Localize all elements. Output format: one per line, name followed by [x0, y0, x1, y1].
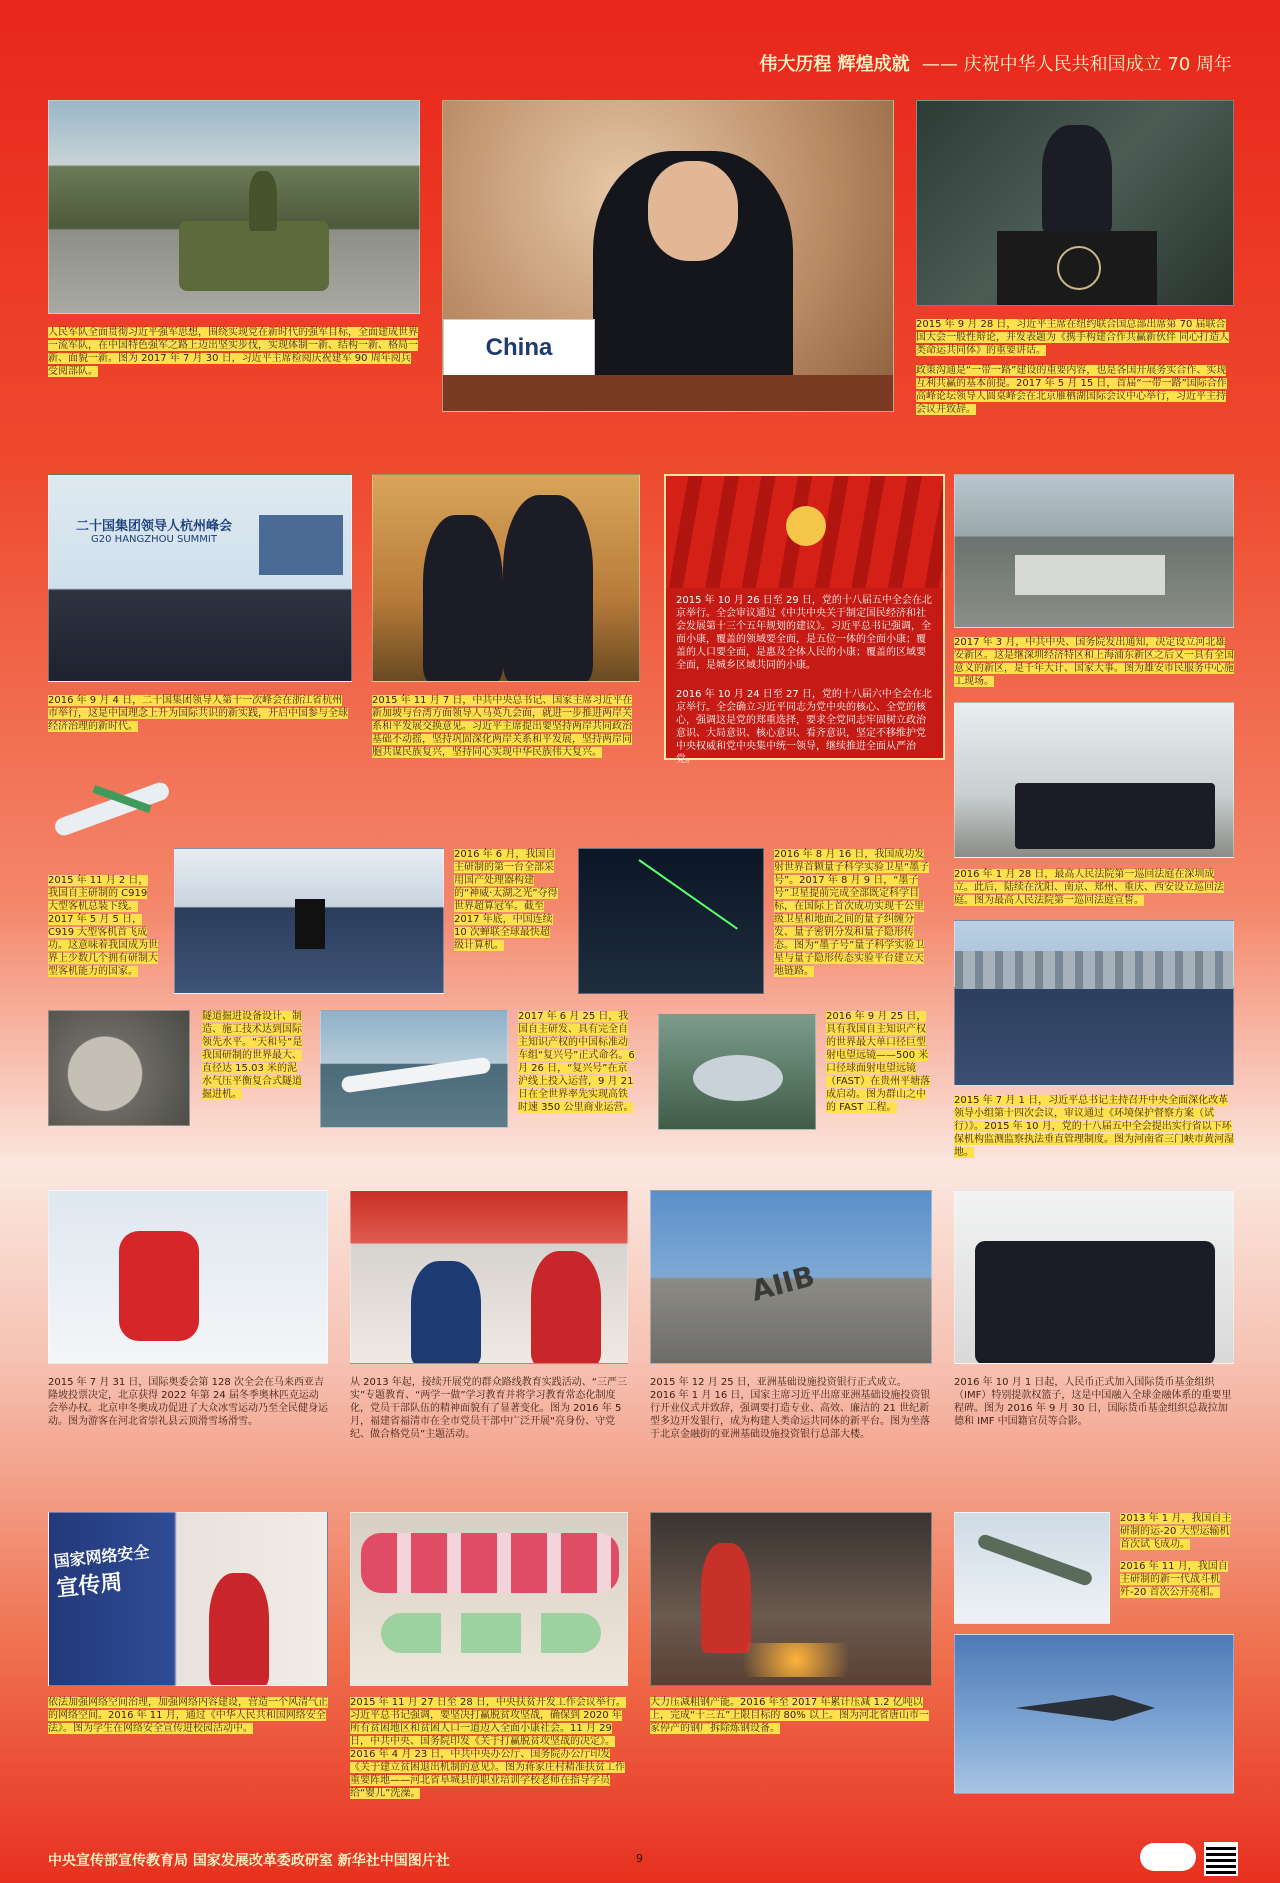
fast-telescope-photo — [658, 1014, 816, 1130]
supercomputer-photo — [174, 848, 444, 994]
un-speaker — [1042, 125, 1112, 235]
page-number: 9 — [636, 1852, 643, 1865]
fuxing-train-photo — [320, 1010, 508, 1128]
skyline — [955, 951, 1233, 989]
caption-poverty: 2015 年 11 月 27 日至 28 日，中央扶贫开发工作会议举行。习近平总书记强调，要坚决打赢脱贫攻坚战，确保到 2020 年所有贫困地区和贫困人口一道迈入全面小康社会。11 月 29 日，中共中央、国务院印发《关于打赢脱贫攻坚战的决定》。2016 年 4 月 23 日，中共中央办公厅、国务院办公厅印发《关于建立贫困退出机制的意见》。图为蒋家庄村精准扶贫工作重要阵地——河北省阜城县的职业培训学校老师在指导学员给“婴儿”洗澡。 — [350, 1697, 626, 1799]
cyber-banner-line1: 国家网络安全 — [52, 1542, 151, 1572]
circuit-court-photo — [954, 702, 1234, 858]
aiib-sign: AIIB — [747, 1259, 819, 1308]
caption-supercomputer: 2016 年 6 月，我国自主研制的第一台全部采用国产处理器构建的“神威·太湖之光”夺得世界超算冠军。截至 2017 年底，中国连续 10 次蝉联全球最快超级计算机。 — [454, 849, 558, 951]
tunnel-boring-photo — [48, 1010, 190, 1126]
speaker-face — [648, 161, 738, 261]
xiongan-photo — [954, 474, 1234, 628]
caption-fast: 2016 年 9 月 25 日，具有我国自主知识产权的世界最大单口径巨型射电望远镜——500 米口径球面射电望远镜（FAST）在贵州平塘落成启动。图为群山之中的 FAST 工程。 — [826, 1011, 931, 1113]
student-figure — [209, 1573, 269, 1686]
un-speech-photo — [916, 100, 1234, 306]
caption-sixth-plenum: 2016 年 10 月 24 日至 27 日，党的十八届六中全会在北京举行。全会确立习近平同志为党中央的核心、全党的核心，强调这是党的郑重选择，要求全党同志牢固树立政治意识、大局意识、核心意识、看齐意识，坚定不移维护党中央权威和党中央集中统一领导，继续推进全面从严治党。 — [676, 689, 932, 765]
laser-beam — [638, 859, 737, 929]
officer-figure — [411, 1261, 481, 1364]
y20-plane — [976, 1533, 1094, 1587]
caption-un: 2015 年 9 月 28 日，习近平主席在纽约联合国总部出席第 70 届联合国大会一般性辩论，并发表题为《携手构建合作共赢新伙伴 同心打造人类命运共同体》的重要讲话。 — [916, 319, 1230, 356]
j20-plane — [1015, 1695, 1155, 1721]
trainee-row — [361, 1533, 619, 1593]
desk — [443, 375, 893, 412]
nameplate-text: China — [485, 334, 553, 361]
woman-figure — [531, 1251, 601, 1364]
publisher-logo-icon — [1140, 1843, 1196, 1871]
c919-plane-icon — [32, 780, 192, 840]
g20-photo — [48, 474, 352, 682]
aiib-photo — [650, 1190, 932, 1364]
imf-group — [975, 1241, 1215, 1364]
header-title: 伟大历程 辉煌成就 — [759, 54, 910, 75]
skier — [119, 1231, 199, 1341]
sparks — [721, 1643, 871, 1677]
train-shape — [341, 1057, 492, 1094]
g20-screen — [259, 515, 343, 575]
g20-banner — [49, 495, 259, 585]
caption-wetland: 2015 年 7 月 1 日，习近平总书记主持召开中央全面深化改革领导小组第十四次会议，审议通过《环境保护督察方案（试行）》。2015 年 10 月，党的十八届五中全会提出实行省以下环保机构监测监察执法垂直管理制度。图为河南省三门峡市黄河湿地。 — [954, 1095, 1234, 1158]
g20-banner-title: 二十国集团领导人杭州峰会 — [75, 519, 232, 534]
caption-aiib: 2015 年 12 月 25 日，亚洲基础设施投资银行正式成立。2016 年 1 月 16 日，国家主席习近平出席亚洲基础设施投资银行开业仪式并致辞，强调要打造专业、高效、廉洁的 21 世纪新型多边开发银行，成为构建人类命运共同体的新平台。图为坐落于北京金融街的亚洲基础设施投资银行总部大楼。 — [650, 1377, 931, 1440]
nameplate — [443, 319, 595, 377]
caption-y20: 2013 年 1 月，我国自主研制的运-20 大型运输机首次试飞成功。 — [1120, 1513, 1232, 1550]
party-emblem-icon — [786, 506, 826, 546]
caption-cyber: 依法加强网络空间治理，加强网络内容建设，营造一个风清气正的网络空间。2016 年 11 月，通过《中华人民共和国网络安全法》。图为学生在网络安全宣传进校园活动中。 — [48, 1697, 328, 1734]
caption-belt-road: 政策沟通是“一带一路”建设的重要内容，也是各国开展务实合作、实现互利共赢的基本前提。2017 年 5 月 15 日，首届“一带一路”国际合作高峰论坛领导人圆桌峰会在北京雁栖湖国际会议中心举行，习近平主持会议并致辞。 — [916, 365, 1227, 415]
cyber-banner-line2: 宣传周 — [55, 1570, 124, 1602]
page-header — [759, 50, 1232, 76]
footer-publishers: 中央宣传部宣传教育局 国家发展改革委政研室 新华社中国图片社 — [48, 1853, 450, 1869]
caption-quantum: 2016 年 8 月 16 日，我国成功发射世界首颗量子科学实验卫星“墨子号”。2017 年 8 月 9 日，“墨子号”卫星提前完成全部既定科学目标，在国际上首次成功实现千公里级卫星和地面之间的量子纠缠分发、量子密钥分发和量子隐形传态。图为“墨子号”量子科学实验卫星与量子隐形传态实验平台建立天地链路。 — [774, 849, 930, 977]
right-figure — [503, 495, 593, 682]
jeep-shape — [179, 221, 329, 291]
left-figure — [423, 515, 503, 682]
worker-figure — [701, 1543, 751, 1653]
parade-photo — [48, 100, 420, 314]
header-subtitle: —— 庆祝中华人民共和国成立 70 周年 — [921, 54, 1232, 75]
party-education-photo — [350, 1190, 628, 1364]
caption-education: 从 2013 年起，接续开展党的群众路线教育实践活动、“三严三实”专题教育、“两学一做”学习教育并将学习教育常态化制度化，党员干部队伍的精神面貌有了显著变化。图为 2016 年 5 月，福建省福清市在全市党员干部中广泛开展“亮身份、守党纪、做合格党员”主题活动。 — [350, 1377, 627, 1440]
fast-dish — [693, 1055, 783, 1101]
caption-imf: 2016 年 10 月 1 日起，人民币正式加入国际货币基金组织（IMF）特别提款权篮子，这是中国融入全球金融体系的重要里程碑。图为 2016 年 9 月 30 日，国际货币基金组织总裁拉加德和 IMF 中国籍官员等合影。 — [954, 1377, 1232, 1427]
un-emblem-icon — [1057, 246, 1101, 290]
judges-row — [1015, 783, 1215, 849]
caption-g20: 2016 年 9 月 4 日，二十国集团领导人第十一次峰会在浙江省杭州市举行，这是中国理念上升为国际共识的新实践，开启中国参与全球经济治理的新时代。 — [48, 695, 348, 732]
caption-fuxing: 2017 年 6 月 25 日，我国自主研发、具有完全自主知识产权的中国标准动车组“复兴号”正式命名。6 月 26 日，“复兴号”在京沪线上投入运营，9 月 21 日在全世界率先实现高铁时速 350 公里商业运营。 — [518, 1011, 635, 1113]
plane-body — [53, 780, 172, 838]
wetland-photo — [954, 920, 1234, 1086]
party-plenum-box — [664, 474, 945, 765]
caption-olympics: 2015 年 7 月 31 日，国际奥委会第 128 次全会在马来西亚吉隆坡投票决定，北京获得 2022 年第 24 届冬季奥林匹克运动会举办权。北京申冬奥成功促进了大众冰雪运动乃至全民健身运动。图为游客在河北省崇礼县云顶滑雪场滑雪。 — [48, 1377, 328, 1427]
g20-banner-sub: G20 HANGZHOU SUMMIT — [91, 534, 217, 545]
standing-figure — [249, 171, 277, 231]
cyber-banner — [52, 1537, 173, 1603]
caption-court: 2016 年 1 月 28 日，最高人民法院第一巡回法庭在深圳成立。此后，陆续在沈阳、南京、郑州、重庆、西安设立巡回法庭。图为最高人民法院第一巡回法庭宣誓。 — [954, 869, 1224, 906]
qr-code-icon[interactable] — [1204, 1842, 1238, 1876]
caption-parade: 人民军队全面贯彻习近平强军思想，围绕实现党在新时代的强军目标，全面建成世界一流军队，在中国特色强军之路上迈出坚实步伐，实现体制一新、结构一新、格局一新、面貌一新。图为 2017 年 7 月 30 日，习近平主席检阅庆祝建军 90 周年阅兵受阅部队。 — [48, 327, 418, 377]
building-block — [1015, 555, 1165, 595]
y20-photo — [954, 1512, 1110, 1624]
imf-photo — [954, 1190, 1234, 1364]
steel-photo — [650, 1512, 932, 1686]
caption-handshake: 2015 年 11 月 7 日，中共中央总书记、国家主席习近平在新加坡与台湾方面领导人马英九会面，就进一步推进两岸关系和平发展交换意见。习近平主席提出要坚持两岸共同政治基础不动摇，坚持巩固深化两岸关系和平发展，坚持两岸同胞共谋民族复兴，坚持同心实现中华民族伟大复兴。 — [372, 695, 633, 758]
caption-tbm: 隧道掘进设备设计、制造、施工技术达到国际领先水平。“天和号”是我国研制的世界最大、直径达 15.03 米的泥水气压平衡复合式隧道掘进机。 — [202, 1011, 303, 1100]
j20-photo — [954, 1634, 1234, 1794]
caption-j20: 2016 年 11 月，我国自主研制的新一代战斗机歼-20 首次公开亮相。 — [1120, 1561, 1228, 1598]
caption-xiongan: 2017 年 3 月，中共中央、国务院发出通知，决定设立河北雄安新区。这是继深圳经济特区和上海浦东新区之后又一具有全国意义的新区，是千年大计、国家大事。图为雄安市民服务中心施工现场。 — [954, 637, 1234, 687]
taihulight-unit — [295, 899, 325, 949]
handshake-photo — [372, 474, 640, 682]
poverty-training-photo — [350, 1512, 628, 1686]
quantum-satellite-photo — [578, 848, 764, 994]
caption-fifth-plenum: 2015 年 10 月 26 日至 29 日，党的十八届五中全会在北京举行。全会审议通过《中共中央关于制定国民经济和社会发展第十三个五年规划的建议》。习近平总书记强调，全面小康，覆盖的领域要全面，是五位一体的全面小康；覆盖的人口要全面，是惠及全体人民的小康；覆盖的区域要全面，是城乡区域共同的小康。 — [676, 595, 932, 671]
conference-china-photo — [442, 100, 894, 412]
cyber-week-photo — [48, 1512, 328, 1686]
skiing-photo — [48, 1190, 328, 1364]
caption-c919: 2015 年 11 月 2 日，我国自主研制的 C919 大型客机总装下线。2017 年 5 月 5 日，C919 大型客机首飞成功。这意味着我国成为世界上少数几个拥有研制大型客机能力的国家。 — [48, 875, 158, 977]
basin-row — [381, 1613, 601, 1653]
caption-steel: 大力压减粗钢产能。2016 年至 2017 年累计压减 1.2 亿吨以上，完成“十三五”上限目标的 80% 以上。图为河北省唐山市一家停产的钢厂拆除炼钢设备。 — [650, 1697, 929, 1734]
